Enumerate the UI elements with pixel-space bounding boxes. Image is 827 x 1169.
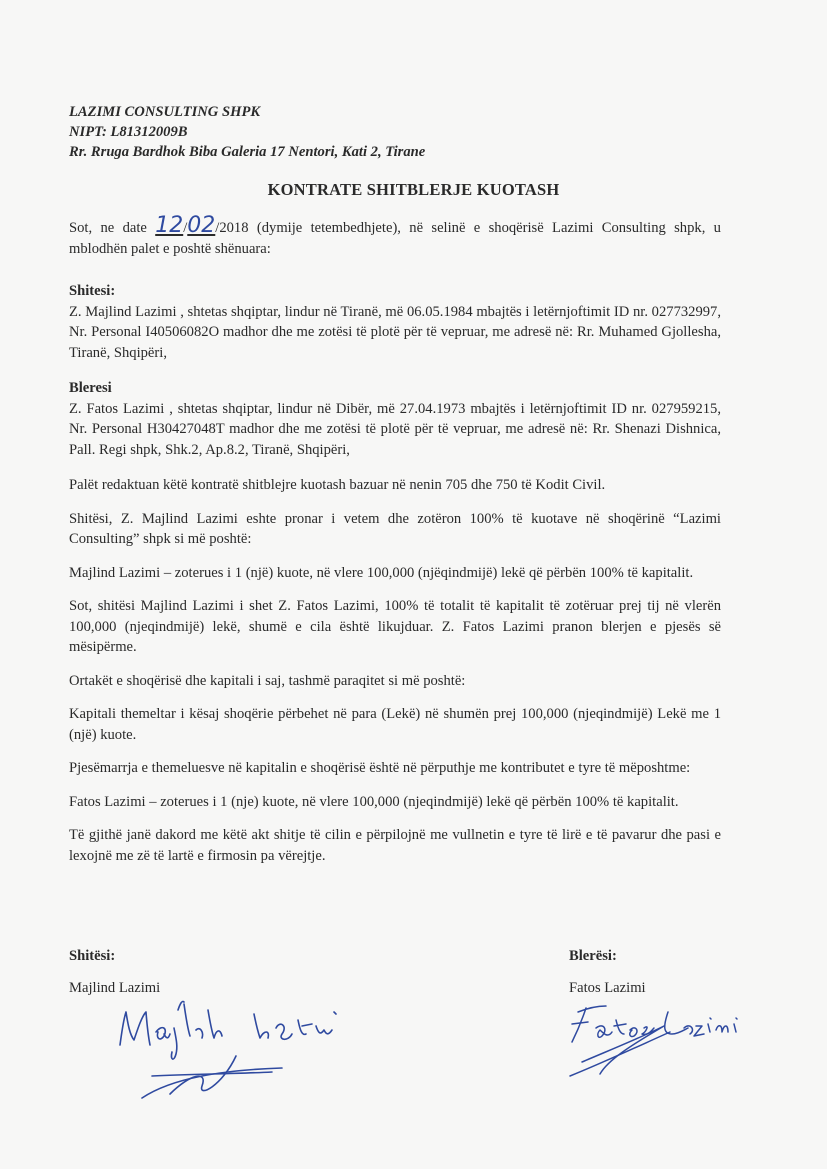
seller-signature-label: Shitësi: [69, 948, 116, 964]
paragraph: Sot, shitësi Majlind Lazimi i shet Z. Fatos Lazimi, 100% të totalit të kapitalit të zotëruar prej tij në vlerën 100,000 (njeqindmijë) lekë, shumë e cila është likujduar. Z. Fatos Lazimi pranon blerjen e pjesës së mësipërme. [69, 598, 721, 655]
buyer-label: Bleresi [69, 380, 112, 396]
paragraph: Ortakët e shoqërisë dhe kapitali i saj, tashmë paraqitet si më poshtë: [69, 672, 466, 689]
paragraph: Fatos Lazimi – zoterues i 1 (nje) kuote, në vlere 100,000 (njeqindmijë) lekë që përbën 100% të kapitalit. [69, 793, 679, 810]
seller-label: Shitesi: [69, 283, 116, 299]
document-title: KONTRATE SHITBLERJE KUOTASH [267, 180, 560, 199]
paragraph: Palët redaktuan këtë kontratë shitblejre kuotash bazuar në nenin 705 dhe 750 të Kodit Civil. [69, 477, 606, 493]
handwritten-month: 02 [187, 213, 216, 238]
buyer-signature-name: Fatos Lazimi [569, 980, 646, 996]
company-header [69, 102, 425, 162]
paragraph: Majlind Lazimi – zoterues i 1 (një) kuote, në vlere 100,000 (njëqindmijë) lekë që përbën 100% të kapitalit. [69, 564, 694, 581]
seller-section [69, 281, 721, 363]
paragraph: Kapitali themeltar i kësaj shoqërie përbehet në para (Lekë) në shumën prej 100,000 (njeqindmijë) Lekë me 1 (një) kuote. [69, 706, 721, 743]
intro-paragraph [69, 213, 721, 259]
buyer-details: Z. Fatos Lazimi , shtetas shqiptar, lindur në Dibër, më 27.04.1973 mbajtës i letërnjoftimit ID nr. 027959215, Nr. Personal H30427048T madhor dhe me zotësi të plotë për të vepruar, me adresë në: Rr. Shenazi Dishnica, Pall. Regi shpk, Shk.2, Ap.8.2, Tiranë, Shqipëri, [69, 400, 721, 458]
buyer-handwritten-signature [560, 990, 750, 1090]
buyer-section [69, 378, 721, 460]
company-nipt: NIPT: L81312009B [69, 124, 188, 140]
buyer-signature-label: Blerësi: [569, 948, 617, 964]
intro-prefix: Sot, ne date [69, 220, 156, 236]
company-name: LAZIMI CONSULTING SHPK [69, 104, 261, 120]
date-separator: / [183, 220, 188, 236]
seller-details: Z. Majlind Lazimi , shtetas shqiptar, lindur në Tiranë, më 06.05.1984 mbajtës i letërnjoftimit ID nr. 027732997, Nr. Personal I40506082O madhor dhe me zotësi të plotë për të vepruar, me adresë në: Rr. Muhamed Gjollesha, Tiranë, Shqipëri, [69, 303, 721, 361]
contract-body [69, 213, 721, 879]
seller-signature-name: Majlind Lazimi [69, 980, 161, 996]
paragraph: Pjesëmarrja e themeluesve në kapitalin e shoqërisë është në përputhje me kontributet e tyre të mëposhtme: [69, 760, 691, 776]
seller-handwritten-signature [112, 990, 352, 1110]
intro-suffix: /2018 (dymije tetembedhjete), në selinë e shoqërisë Lazimi Consulting shpk, u mblodhën palet e poshtë shënuara: [69, 220, 721, 257]
handwritten-day: 12 [155, 213, 184, 238]
company-address: Rr. Rruga Bardhok Biba Galeria 17 Nentori, Kati 2, Tirane [69, 144, 426, 160]
paragraph: Të gjithë janë dakord me këtë akt shitje të cilin e përpilojnë me vullnetin e tyre të lirë e të pavarur dhe pasi e lexojnë me zë të lartë e firmosin pa vërejtje. [69, 827, 721, 864]
paragraph: Shitësi, Z. Majlind Lazimi eshte pronar i vetem dhe zotëron 100% të kuotave në shoqërinë “Lazimi Consulting” shpk si më poshtë: [69, 510, 721, 547]
